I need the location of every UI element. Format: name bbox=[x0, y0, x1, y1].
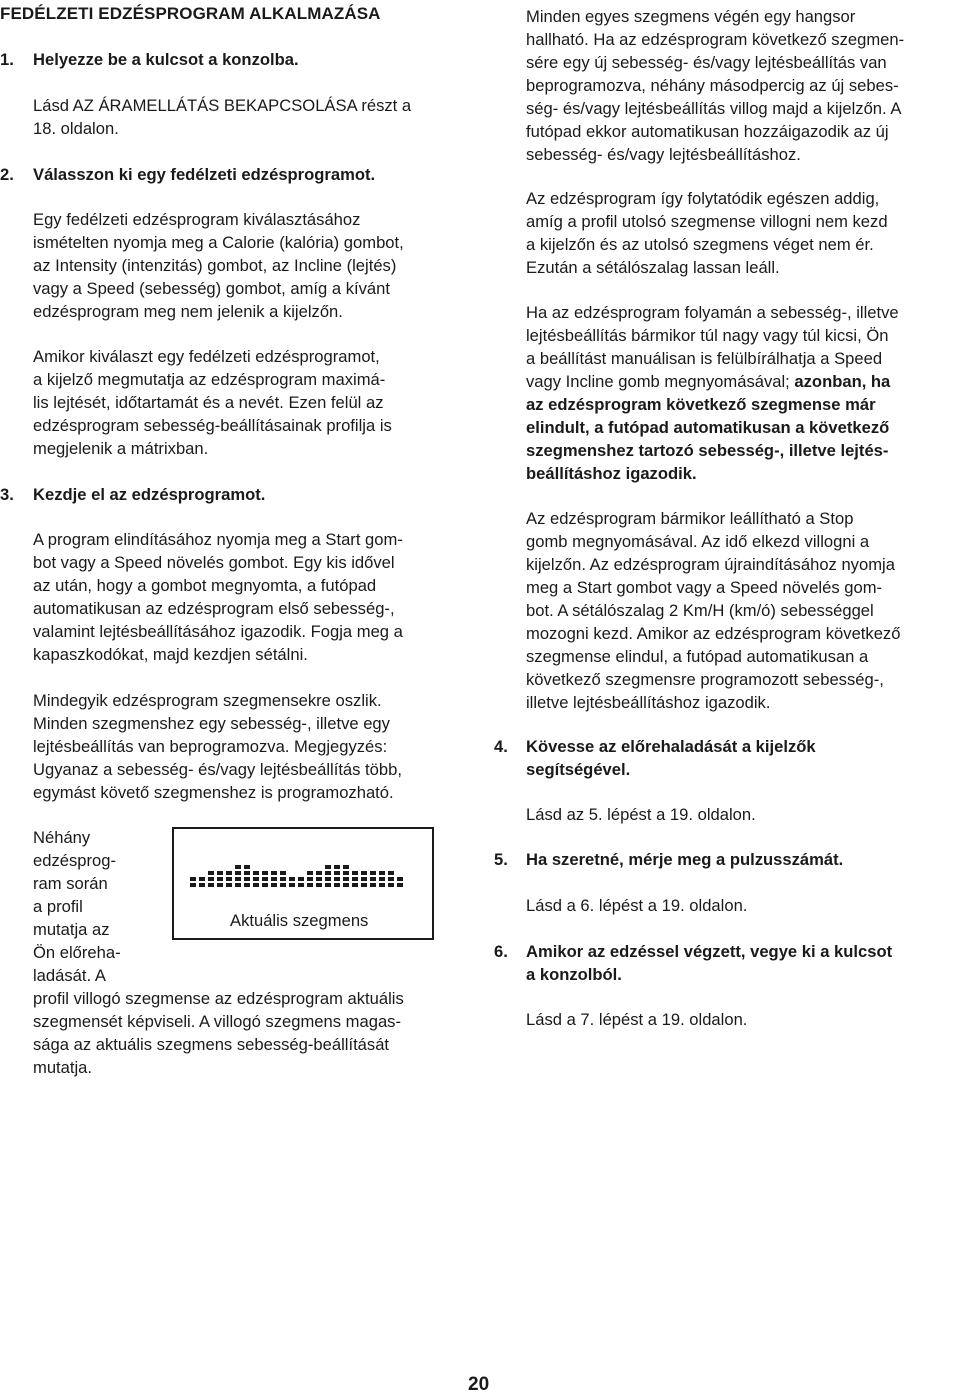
matrix-cell bbox=[244, 871, 250, 875]
matrix-cell bbox=[307, 883, 313, 887]
matrix-cell bbox=[244, 865, 250, 869]
matrix-cell bbox=[361, 871, 367, 875]
step-2-number: 2. bbox=[0, 165, 14, 184]
matrix-cell bbox=[262, 883, 268, 887]
matrix-cell bbox=[289, 883, 295, 887]
right-paragraph-3 bbox=[526, 301, 956, 485]
step-4-number: 4. bbox=[494, 737, 508, 756]
step-4-text: Lásd az 5. lépést a 19. oldalon. bbox=[526, 805, 756, 824]
matrix-cell bbox=[352, 883, 358, 887]
matrix-cell bbox=[316, 871, 322, 875]
step-2-paragraph-1: Egy fedélzeti edzésprogram kiválasztásához ismételten nyomja meg a Calorie (kalória) gombot, az Intensity (intenzitás) gombot, az Incline (lejtés) vagy a Speed (sebesség) gombot, amíg a kívánt edzésprogram meg nem jelenik a kijelzőn. bbox=[33, 210, 404, 321]
matrix-cell bbox=[280, 883, 286, 887]
matrix-cell bbox=[208, 883, 214, 887]
step-5-text: Lásd a 6. lépést a 19. oldalon. bbox=[526, 896, 748, 915]
step-4-title: Kövesse az előrehaladását a kijelzők segítségével. bbox=[526, 737, 816, 779]
current-segment-label: Aktuális szegmens bbox=[230, 911, 369, 930]
matrix-cell bbox=[280, 877, 286, 881]
matrix-cell bbox=[226, 877, 232, 881]
matrix-cell bbox=[208, 871, 214, 875]
matrix-cell bbox=[307, 871, 313, 875]
matrix-cell bbox=[325, 877, 331, 881]
matrix-cell bbox=[199, 883, 205, 887]
matrix-cell bbox=[262, 871, 268, 875]
matrix-cell bbox=[253, 877, 259, 881]
step-6-number: 6. bbox=[494, 942, 508, 961]
matrix-cell bbox=[343, 877, 349, 881]
profile-text-wrap: Néhány edzésprog- ram során a profil mutatja az Ön előreha- ladását. A bbox=[33, 828, 121, 985]
step-3-paragraph-2: Mindegyik edzésprogram szegmensekre oszlik. Minden szegmenshez egy sebesség-, illetve egy lejtésbeállítás van beprogramozva. Megjegyzés: Ugyanaz a sebesség- és/vagy lejtésbeállítás több, egymást követő szegmenshez is programozható. bbox=[33, 691, 402, 802]
right-paragraph-4: Az edzésprogram bármikor leállítható a Stop gomb megnyomásával. Az idő elkezd villogni a kijelzőn. Az edzésprogram újraindításához nyomja meg a Start gombot vagy a Speed növelés gom- bot. A sétálószalag 2 Km/H (km/ó) sebességgel mozogni kezd. Amikor az edzésprogram következő szegmense elindul, a futópad automatikusan a következő szegmensre programozott sebesség-, illetve lejtésbeállításhoz igazodik. bbox=[526, 509, 901, 712]
matrix-cell bbox=[217, 871, 223, 875]
matrix-cell bbox=[217, 877, 223, 881]
matrix-cell bbox=[343, 871, 349, 875]
matrix-cell bbox=[235, 883, 241, 887]
matrix-cell bbox=[262, 877, 268, 881]
matrix-cell bbox=[334, 865, 340, 869]
matrix-cell bbox=[298, 877, 304, 881]
matrix-cell bbox=[352, 877, 358, 881]
step-3-title: Kezdje el az edzésprogramot. bbox=[33, 485, 266, 504]
matrix-cell bbox=[289, 877, 295, 881]
matrix-cell bbox=[199, 877, 205, 881]
step-2-paragraph-2: Amikor kiválaszt egy fedélzeti edzésprogramot, a kijelző megmutatja az edzésprogram maximá- lis lejtését, időtartamát és a nevét. Ezen felül az edzésprogram sebesség-beállításainak profilja is megjelenik a mátrixban. bbox=[33, 347, 392, 458]
matrix-cell bbox=[343, 883, 349, 887]
profile-matrix-figure bbox=[172, 827, 434, 940]
matrix-cell bbox=[217, 883, 223, 887]
matrix-cell bbox=[271, 883, 277, 887]
step-6-text: Lásd a 7. lépést a 19. oldalon. bbox=[526, 1010, 748, 1029]
matrix-cell bbox=[235, 871, 241, 875]
page-heading: FEDÉLZETI EDZÉSPROGRAM ALKALMAZÁSA bbox=[0, 4, 381, 23]
step-6-title: Amikor az edzéssel végzett, vegye ki a kulcsot a konzolból. bbox=[526, 942, 893, 984]
matrix-cell bbox=[226, 883, 232, 887]
right-paragraph-3-normal: Ha az edzésprogram folyamán a sebesség-, illetve lejtésbeállítás bármikor túl nagy vagy túl kicsi, Ön a beállítást manuálisan is felülbírálhatja a Speed vagy Incline gomb megnyomásával; bbox=[526, 303, 899, 391]
matrix-cell bbox=[334, 883, 340, 887]
matrix-cell bbox=[370, 883, 376, 887]
matrix-cell bbox=[235, 877, 241, 881]
matrix-cell bbox=[388, 883, 394, 887]
step-3-number: 3. bbox=[0, 485, 14, 504]
matrix-cell bbox=[280, 871, 286, 875]
matrix-cell bbox=[253, 871, 259, 875]
matrix-cell bbox=[190, 883, 196, 887]
matrix-cell bbox=[325, 865, 331, 869]
matrix-cell bbox=[361, 883, 367, 887]
matrix-cell bbox=[388, 871, 394, 875]
step-5-title: Ha szeretné, mérje meg a pulzusszámát. bbox=[526, 850, 844, 869]
matrix-cell bbox=[235, 865, 241, 869]
matrix-cell bbox=[244, 883, 250, 887]
matrix-cell bbox=[379, 871, 385, 875]
matrix-cell bbox=[325, 883, 331, 887]
right-paragraph-3-bold: azonban, ha az edzésprogram következő szegmense már elindult, a futópad automatikusan a következő szegmenshez tartozó sebesség-, illetve lejtés- beállításhoz igazodik. bbox=[526, 372, 891, 483]
matrix-cell bbox=[298, 883, 304, 887]
step-1-text: Lásd AZ ÁRAMELLÁTÁS BEKAPCSOLÁSA részt a 18. oldalon. bbox=[33, 96, 412, 138]
matrix-cell bbox=[316, 883, 322, 887]
matrix-cell bbox=[208, 877, 214, 881]
matrix-cell bbox=[397, 883, 403, 887]
matrix-cell bbox=[397, 877, 403, 881]
matrix-cell bbox=[361, 877, 367, 881]
step-2-title: Válasszon ki egy fedélzeti edzésprogramot. bbox=[33, 165, 376, 184]
step-3-paragraph-1: A program elindításához nyomja meg a Start gom- bot vagy a Speed növelés gombot. Egy kis idővel az után, hogy a gombot megnyomta, a futópad automatikusan az edzésprogram első sebesség-, valamint lejtésbeállításához igazodik. Fogja meg a kapaszkodókat, majd kezdjen sétálni. bbox=[33, 530, 403, 664]
step-1-number: 1. bbox=[0, 50, 14, 69]
step-5-number: 5. bbox=[494, 850, 508, 869]
matrix-cell bbox=[253, 883, 259, 887]
matrix-cell bbox=[316, 877, 322, 881]
matrix-cell bbox=[370, 871, 376, 875]
matrix-cell bbox=[334, 877, 340, 881]
matrix-cell bbox=[271, 877, 277, 881]
matrix-cell bbox=[271, 871, 277, 875]
step-1-title: Helyezze be a kulcsot a konzolba. bbox=[33, 50, 299, 69]
matrix-cell bbox=[325, 871, 331, 875]
matrix-cell bbox=[388, 877, 394, 881]
matrix-cell bbox=[352, 871, 358, 875]
matrix-cell bbox=[334, 871, 340, 875]
matrix-cell bbox=[343, 865, 349, 869]
matrix-cell bbox=[379, 883, 385, 887]
matrix-cell bbox=[190, 877, 196, 881]
profile-text-continued: profil villogó szegmense az edzésprogram aktuális szegmensét képviseli. A villogó szegmens magas- sága az aktuális szegmens sebesség-beállítását mutatja. bbox=[33, 989, 404, 1077]
matrix-cell bbox=[307, 877, 313, 881]
matrix-cell bbox=[244, 877, 250, 881]
page-number: 20 bbox=[468, 1374, 490, 1395]
right-paragraph-1: Minden egyes szegmens végén egy hangsor hallható. Ha az edzésprogram következő szegmen- sére egy új sebesség- és/vagy lejtésbeállítás van beprogramozva, néhány másodpercig az új sebes- ség- és/vagy lejtésbeállítás villog majd a kijelzőn. A futópad ekkor automatikusan hozzáigazodik az új sebesség- és/vagy lejtésbeállításhoz. bbox=[526, 7, 905, 164]
matrix-cell bbox=[379, 877, 385, 881]
matrix-cell bbox=[370, 877, 376, 881]
matrix-cell bbox=[226, 871, 232, 875]
right-paragraph-2: Az edzésprogram így folytatódik egészen addig, amíg a profil utolsó szegmense villogni nem kezd a kijelzőn és az utolsó szegmens véget nem ér. Ezután a sétálószalag lassan leáll. bbox=[526, 189, 888, 277]
